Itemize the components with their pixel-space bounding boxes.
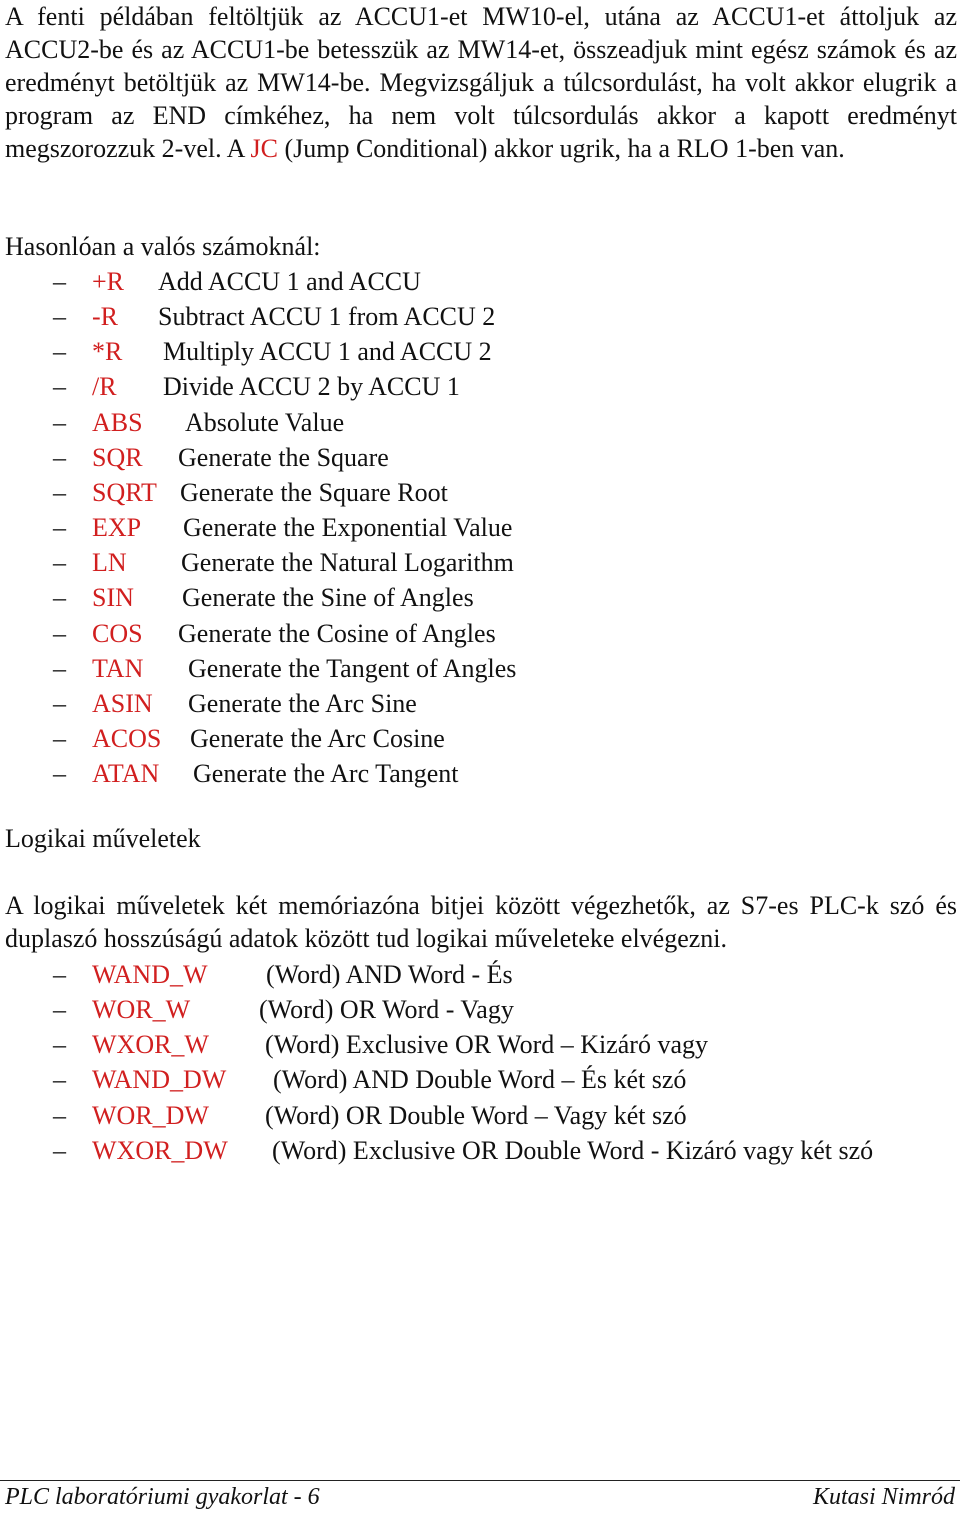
real-op-item: [0, 369, 960, 404]
dash-bullet-icon: –: [53, 407, 66, 437]
footer-title: PLC laboratóriumi gyakorlat - 6: [5, 1484, 320, 1510]
real-op-description: Generate the Sine of Angles: [182, 583, 474, 613]
real-op-item: [0, 440, 960, 475]
real-op-description: Generate the Square Root: [180, 477, 448, 507]
logic-op-code: WOR_W: [92, 995, 191, 1025]
real-op-description: Generate the Natural Logarithm: [181, 548, 514, 578]
dash-bullet-icon: –: [53, 267, 66, 296]
intro-text-a: A fenti példában feltöltjük az ACCU1-et MW10-el, utána az ACCU1-et áttoljuk az ACCU2-be és az ACCU1-be betesszük az MW14-et, összeadjuk mint egész számok és az eredményt betöltjük az MW14-be. Megvizsgáljuk a túlcsordulást, ha volt akkor elugrik a program az END címkéhez, ha nem volt túlcsordulás akkor a kapott eredményt megszorozzuk 2-vel. A: [5, 2, 957, 163]
real-op-code: SQRT: [92, 477, 157, 507]
real-op-code: TAN: [92, 653, 144, 683]
logic-heading: Logikai műveletek: [5, 824, 201, 853]
logic-op-item: [0, 1098, 960, 1133]
dash-bullet-icon: –: [53, 583, 66, 613]
dash-bullet-icon: –: [53, 1135, 66, 1165]
real-op-item: [0, 756, 960, 791]
real-op-description: Multiply ACCU 1 and ACCU 2: [163, 337, 492, 367]
dash-bullet-icon: –: [53, 477, 66, 507]
logic-op-description: (Word) Exclusive OR Word – Kizáró vagy: [265, 1030, 709, 1060]
real-op-code: ABS: [92, 407, 143, 437]
real-op-item: [0, 616, 960, 651]
logic-op-code: WAND_DW: [92, 1065, 227, 1095]
real-op-code: COS: [92, 618, 143, 648]
logic-op-code: WXOR_DW: [92, 1135, 228, 1165]
real-op-description: Generate the Square: [178, 442, 389, 472]
dash-bullet-icon: –: [53, 759, 66, 789]
real-op-item: [0, 686, 960, 721]
logic-op-item: [0, 1027, 960, 1062]
page-footer: [0, 1480, 960, 1513]
real-op-item: [0, 721, 960, 756]
logic-op-description: (Word) Exclusive OR Double Word - Kizáró vagy két szó: [272, 1135, 874, 1165]
real-op-code: *R: [92, 337, 123, 367]
real-ops-heading: Hasonlóan a valós számoknál:: [5, 232, 321, 261]
dash-bullet-icon: –: [53, 337, 66, 367]
dash-bullet-icon: –: [53, 1065, 66, 1095]
real-op-code: -R: [92, 302, 118, 332]
real-op-description: Generate the Arc Sine: [188, 688, 417, 718]
jc-keyword: JC: [250, 134, 278, 163]
real-op-description: Generate the Cosine of Angles: [178, 618, 496, 648]
dash-bullet-icon: –: [53, 995, 66, 1025]
dash-bullet-icon: –: [53, 618, 66, 648]
real-op-item: [0, 580, 960, 615]
real-op-code: EXP: [92, 513, 142, 543]
logic-op-description: (Word) OR Word - Vagy: [259, 995, 514, 1025]
real-op-code: ACOS: [92, 723, 162, 753]
logic-op-code: WAND_W: [92, 960, 208, 989]
intro-paragraph: [5, 0, 957, 165]
real-op-description: Absolute Value: [185, 407, 345, 437]
dash-bullet-icon: –: [53, 513, 66, 543]
real-op-code: LN: [92, 548, 127, 578]
dash-bullet-icon: –: [53, 653, 66, 683]
real-op-code: ASIN: [92, 688, 153, 718]
dash-bullet-icon: –: [53, 372, 66, 402]
dash-bullet-icon: –: [53, 960, 66, 989]
real-op-description: Add ACCU 1 and ACCU: [158, 267, 421, 296]
real-op-code: ATAN: [92, 759, 160, 789]
footer-author: Kutasi Nimród: [812, 1484, 955, 1510]
real-op-item: [0, 264, 960, 299]
real-op-code: SIN: [92, 583, 134, 613]
real-op-item: [0, 334, 960, 369]
dash-bullet-icon: –: [53, 723, 66, 753]
logic-op-description: (Word) OR Double Word – Vagy két szó: [265, 1100, 687, 1130]
logic-op-description: (Word) AND Double Word – És két szó: [273, 1065, 687, 1095]
logic-op-description: (Word) AND Word - És: [266, 960, 513, 989]
intro-text-b: (Jump Conditional) akkor ugrik, ha a RLO 1-ben van.: [277, 134, 845, 163]
dash-bullet-icon: –: [53, 1030, 66, 1060]
logic-op-code: WXOR_W: [92, 1030, 209, 1060]
real-op-description: Divide ACCU 2 by ACCU 1: [163, 372, 460, 402]
dash-bullet-icon: –: [53, 1100, 66, 1130]
real-op-description: Generate the Tangent of Angles: [188, 653, 517, 683]
real-op-description: Subtract ACCU 1 from ACCU 2: [158, 302, 496, 332]
logic-op-item: [0, 992, 960, 1027]
dash-bullet-icon: –: [53, 442, 66, 472]
real-op-item: [0, 475, 960, 510]
real-op-code: SQR: [92, 442, 143, 472]
dash-bullet-icon: –: [53, 302, 66, 332]
real-op-item: [0, 545, 960, 580]
dash-bullet-icon: –: [53, 688, 66, 718]
real-op-item: [0, 510, 960, 545]
real-op-code: /R: [92, 372, 117, 402]
real-op-description: Generate the Arc Cosine: [190, 723, 445, 753]
logic-op-item: [0, 1133, 960, 1168]
logic-op-item: [0, 957, 960, 992]
logic-op-item: [0, 1062, 960, 1097]
logic-op-code: WOR_DW: [92, 1100, 209, 1130]
real-op-description: Generate the Exponential Value: [183, 513, 513, 543]
dash-bullet-icon: –: [53, 548, 66, 578]
real-op-item: [0, 651, 960, 686]
real-op-item: [0, 405, 960, 440]
real-op-description: Generate the Arc Tangent: [193, 759, 459, 789]
logic-intro-paragraph: A logikai műveletek két memóriazóna bitjei között végezhetők, az S7-es PLC-k szó és duplaszó hosszúságú adatok között tud logikai műveleteke elvégezni.: [5, 891, 957, 953]
real-op-item: [0, 299, 960, 334]
real-op-code: +R: [92, 267, 125, 296]
